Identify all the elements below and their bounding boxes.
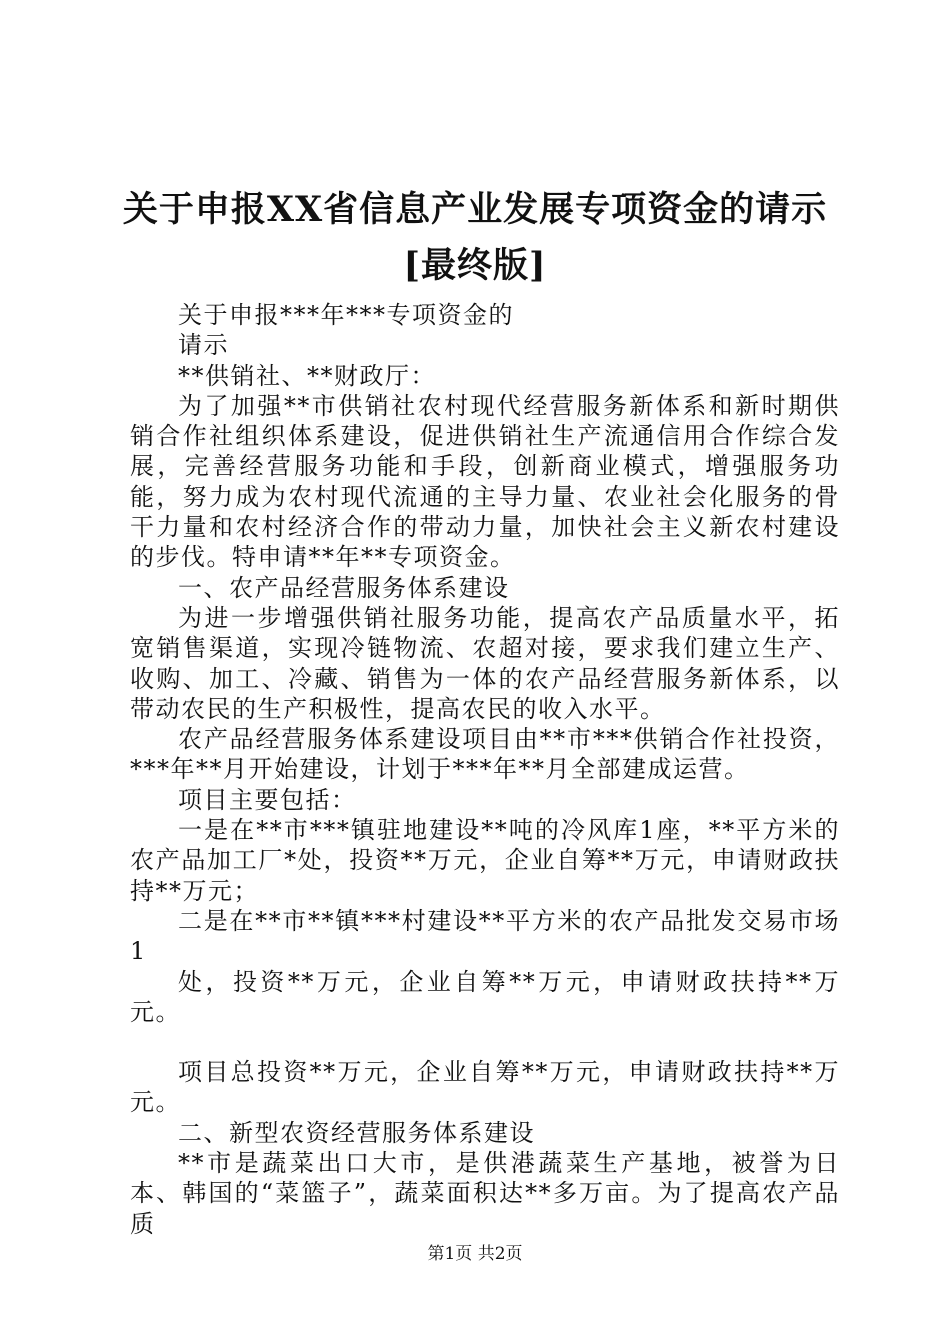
salutation: **供销社、**财政厅： <box>178 361 436 390</box>
document-body <box>130 300 840 1239</box>
paragraph: 请示 <box>178 331 229 360</box>
paragraph: 农产品经营服务体系建设项目由**市***供销合作社投资，***年**月开始建设，计划于***年**月全部建成运营。 <box>130 725 840 784</box>
paragraph: 项目主要包括： <box>178 785 357 814</box>
document-title: 关于申报XX省信息产业发展专项资金的请示 <box>122 189 828 230</box>
paragraph: 处，投资**万元，企业自筹**万元，申请财政扶持**万元。 <box>130 967 840 1026</box>
section-heading: 二、新型农资经营服务体系建设 <box>178 1118 535 1147</box>
paragraph: 一是在**市***镇驻地建设**吨的冷风库1座，**平方米的农产品加工厂*处，投资**万元，企业自筹**万元，申请财政扶持**万元； <box>130 816 840 905</box>
page-footer: 第1页 共2页 <box>427 1244 523 1264</box>
paragraph: 为进一步增强供销社服务功能，提高农产品质量水平，拓宽销售渠道，实现冷链物流、农超对接，要求我们建立生产、收购、加工、冷藏、销售为一体的农产品经营服务新体系，以带动农民的生产积极性，提高农民的收入水平。 <box>130 603 840 723</box>
paragraph: 关于申报***年***专项资金的 <box>178 301 514 329</box>
paragraph: 项目总投资**万元，企业自筹**万元，申请财政扶持**万元。 <box>130 1058 840 1117</box>
paragraph: 为了加强**市供销社农村现代经营服务新体系和新时期供销合作社组织体系建设，促进供销社生产流通信用合作综合发展，完善经营服务功能和手段，创新商业模式，增强服务功能，努力成为农村现代流通的主导力量、农业社会化服务的骨干力量和农村经济合作的带动力量，加快社会主义新农村建设的步伐。特申请**年**专项资金。 <box>130 391 840 572</box>
paragraph: 二是在**市**镇***村建设**平方米的农产品批发交易市场1 <box>130 906 840 966</box>
paragraph: **市是蔬菜出口大市，是供港蔬菜生产基地，被誉为日本、韩国的“菜篮子”，蔬菜面积达**多万亩。为了提高农产品质 <box>130 1149 840 1238</box>
blank-line <box>130 1027 840 1057</box>
document-title-version: [最终版] <box>403 245 547 286</box>
section-heading: 一、农产品经营服务体系建设 <box>178 573 510 602</box>
